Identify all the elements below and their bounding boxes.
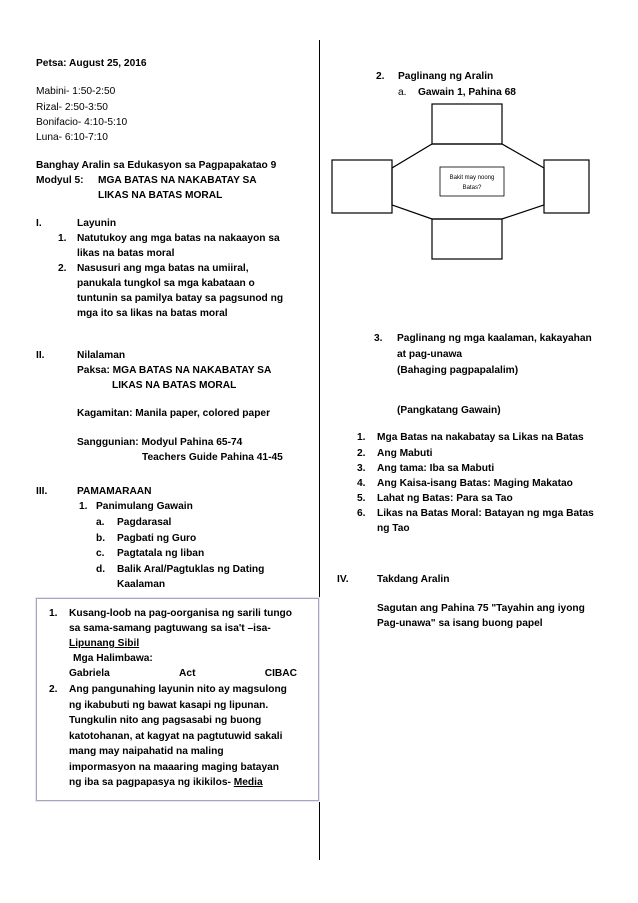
objective-line: panukala tungkol sa mga kabataan o	[77, 278, 255, 289]
activity-title: Gawain 1, Pahina 68	[418, 87, 516, 98]
sub-number: 1.	[79, 501, 88, 512]
section3-line: Paglinang ng mga kaalaman, kakayahan	[397, 333, 592, 344]
topic-item: Ang Mabuti	[377, 448, 433, 459]
step-letter: c.	[96, 548, 105, 559]
box-item-number: 2.	[49, 684, 58, 695]
step-text: Pagbati ng Guro	[117, 533, 197, 544]
diagram-box-right	[544, 160, 589, 213]
activity-letter: a.	[398, 87, 407, 98]
objective-line: tuntunin sa pamilya batay sa pagsunod ng	[77, 293, 284, 304]
section-number: 3.	[374, 333, 383, 344]
step-text: Pagdarasal	[117, 517, 172, 528]
objective-line: likas na batas moral	[77, 248, 175, 259]
section-number: II.	[36, 350, 45, 361]
objective-number: 1.	[58, 233, 67, 244]
topic-number: 5.	[357, 493, 366, 504]
objective-line: mga ito sa likas na batas moral	[77, 308, 228, 319]
section-number: III.	[36, 486, 48, 497]
group-activity-label: (Pangkatang Gawain)	[397, 405, 501, 416]
box-line: sa sama-samang pagtuwang sa isa't –isa-	[69, 623, 271, 634]
box-underlined-term: Media	[233, 777, 263, 788]
section-number: IV.	[337, 574, 349, 585]
subject-line: Banghay Aralin sa Edukasyon sa Pagpapakatao 9	[36, 160, 277, 171]
concept-diagram	[325, 100, 595, 265]
topic-item: Ang Kaisa-isang Batas: Maging Makatao	[377, 478, 573, 489]
box-line: impormasyon na maaaring maging batayan	[69, 762, 280, 773]
assignment-line: Pag-unawa" sa isang buong papel	[377, 618, 543, 629]
schedule-line: Mabini- 1:50-2:50	[36, 86, 116, 97]
topic-number: 6.	[357, 508, 366, 519]
box-line-text: ng iba sa pagpapasya ng ikikilos-	[69, 777, 231, 788]
schedule-line: Rizal- 2:50-3:50	[36, 102, 108, 113]
example-item: Gabriela	[69, 668, 110, 679]
box-underlined-term: Lipunang Sibil	[69, 638, 140, 649]
diagram-center-line: Bakit may noong	[449, 175, 495, 181]
box-line: Kusang-loob na pag-oorganisa ng sarili tungo	[69, 608, 292, 619]
section-number: I.	[36, 218, 42, 229]
date: Petsa: August 25, 2016	[36, 58, 147, 69]
schedule-line: Bonifacio- 4:10-5:10	[36, 117, 128, 128]
topic: Paksa: MGA BATAS NA NAKABATAY SA	[77, 365, 272, 376]
topic-item: Likas na Batas Moral: Batayan ng mga Batas	[377, 508, 594, 519]
diagram-center-line: Batas?	[462, 185, 482, 191]
step-text: Balik Aral/Pagtuklas ng Dating	[117, 564, 265, 575]
diagram-box-bottom	[432, 219, 502, 259]
materials: Kagamitan: Manila paper, colored paper	[77, 408, 271, 419]
diagram-box-left	[332, 160, 392, 213]
section3-line: at pag-unawa	[397, 349, 463, 360]
example-item: CIBAC	[264, 668, 297, 679]
topic-number: 3.	[357, 463, 366, 474]
box-line: Tungkulin nito ang pagsasabi ng buong	[69, 715, 262, 726]
module-label: Modyul 5:	[36, 175, 84, 186]
section-title: Takdang Aralin	[377, 574, 450, 585]
references-cont: Teachers Guide Pahina 41-45	[142, 452, 283, 463]
step-text: Pagtatala ng liban	[117, 548, 205, 559]
examples-label: Mga Halimbawa:	[73, 653, 153, 664]
box-item-number: 1.	[49, 608, 58, 619]
dev-number: 2.	[376, 71, 385, 82]
box-line: katotohanan, at kagyat na pagtutuwid sakali	[69, 731, 283, 742]
module-title: MGA BATAS NA NAKABATAY SA	[98, 175, 257, 186]
column-divider	[319, 40, 320, 860]
module-title-cont: LIKAS NA BATAS MORAL	[98, 190, 223, 201]
topic-item: Mga Batas na nakabatay sa Likas na Batas	[377, 432, 584, 443]
objective-line: Nasusuri ang mga batas na umiiral,	[77, 263, 249, 274]
box-line: mang may naipahatid na maling	[69, 746, 224, 757]
schedule-line: Luna- 6:10-7:10	[36, 132, 108, 143]
section-title: PAMAMARAAN	[77, 486, 152, 497]
example-item: Act	[179, 668, 196, 679]
topic-item: Lahat ng Batas: Para sa Tao	[377, 493, 513, 504]
examples-row	[69, 667, 297, 680]
dev-title: Paglinang ng Aralin	[398, 71, 494, 82]
step-letter: a.	[96, 517, 105, 528]
sub-title: Panimulang Gawain	[96, 501, 193, 512]
topic-cont: LIKAS NA BATAS MORAL	[112, 380, 237, 391]
diagram-box-top	[432, 104, 502, 144]
step-letter: d.	[96, 564, 106, 575]
step-text-cont: Kaalaman	[117, 579, 166, 590]
topic-number: 4.	[357, 478, 366, 489]
topic-item-cont: ng Tao	[377, 523, 410, 534]
deepening-label: (Bahaging pagpapalalim)	[397, 365, 519, 376]
box-line: ng ikabubuti ng bawat kasapi ng lipunan.	[69, 700, 269, 711]
step-letter: b.	[96, 533, 106, 544]
section-title: Nilalaman	[77, 350, 126, 361]
topic-number: 2.	[357, 448, 366, 459]
references: Sanggunian: Modyul Pahina 65-74	[77, 437, 243, 448]
section-title: Layunin	[77, 218, 117, 229]
box-line: Ang pangunahing layunin nito ay magsulong	[69, 684, 287, 695]
box-line-last	[69, 776, 263, 789]
objective-number: 2.	[58, 263, 67, 274]
topic-item: Ang tama: Iba sa Mabuti	[377, 463, 495, 474]
assignment-line: Sagutan ang Pahina 75 "Tayahin ang iyong	[377, 603, 585, 614]
diagram-center-box	[440, 167, 504, 196]
topic-number: 1.	[357, 432, 366, 443]
objective-line: Natutukoy ang mga batas na nakaayon sa	[77, 233, 280, 244]
